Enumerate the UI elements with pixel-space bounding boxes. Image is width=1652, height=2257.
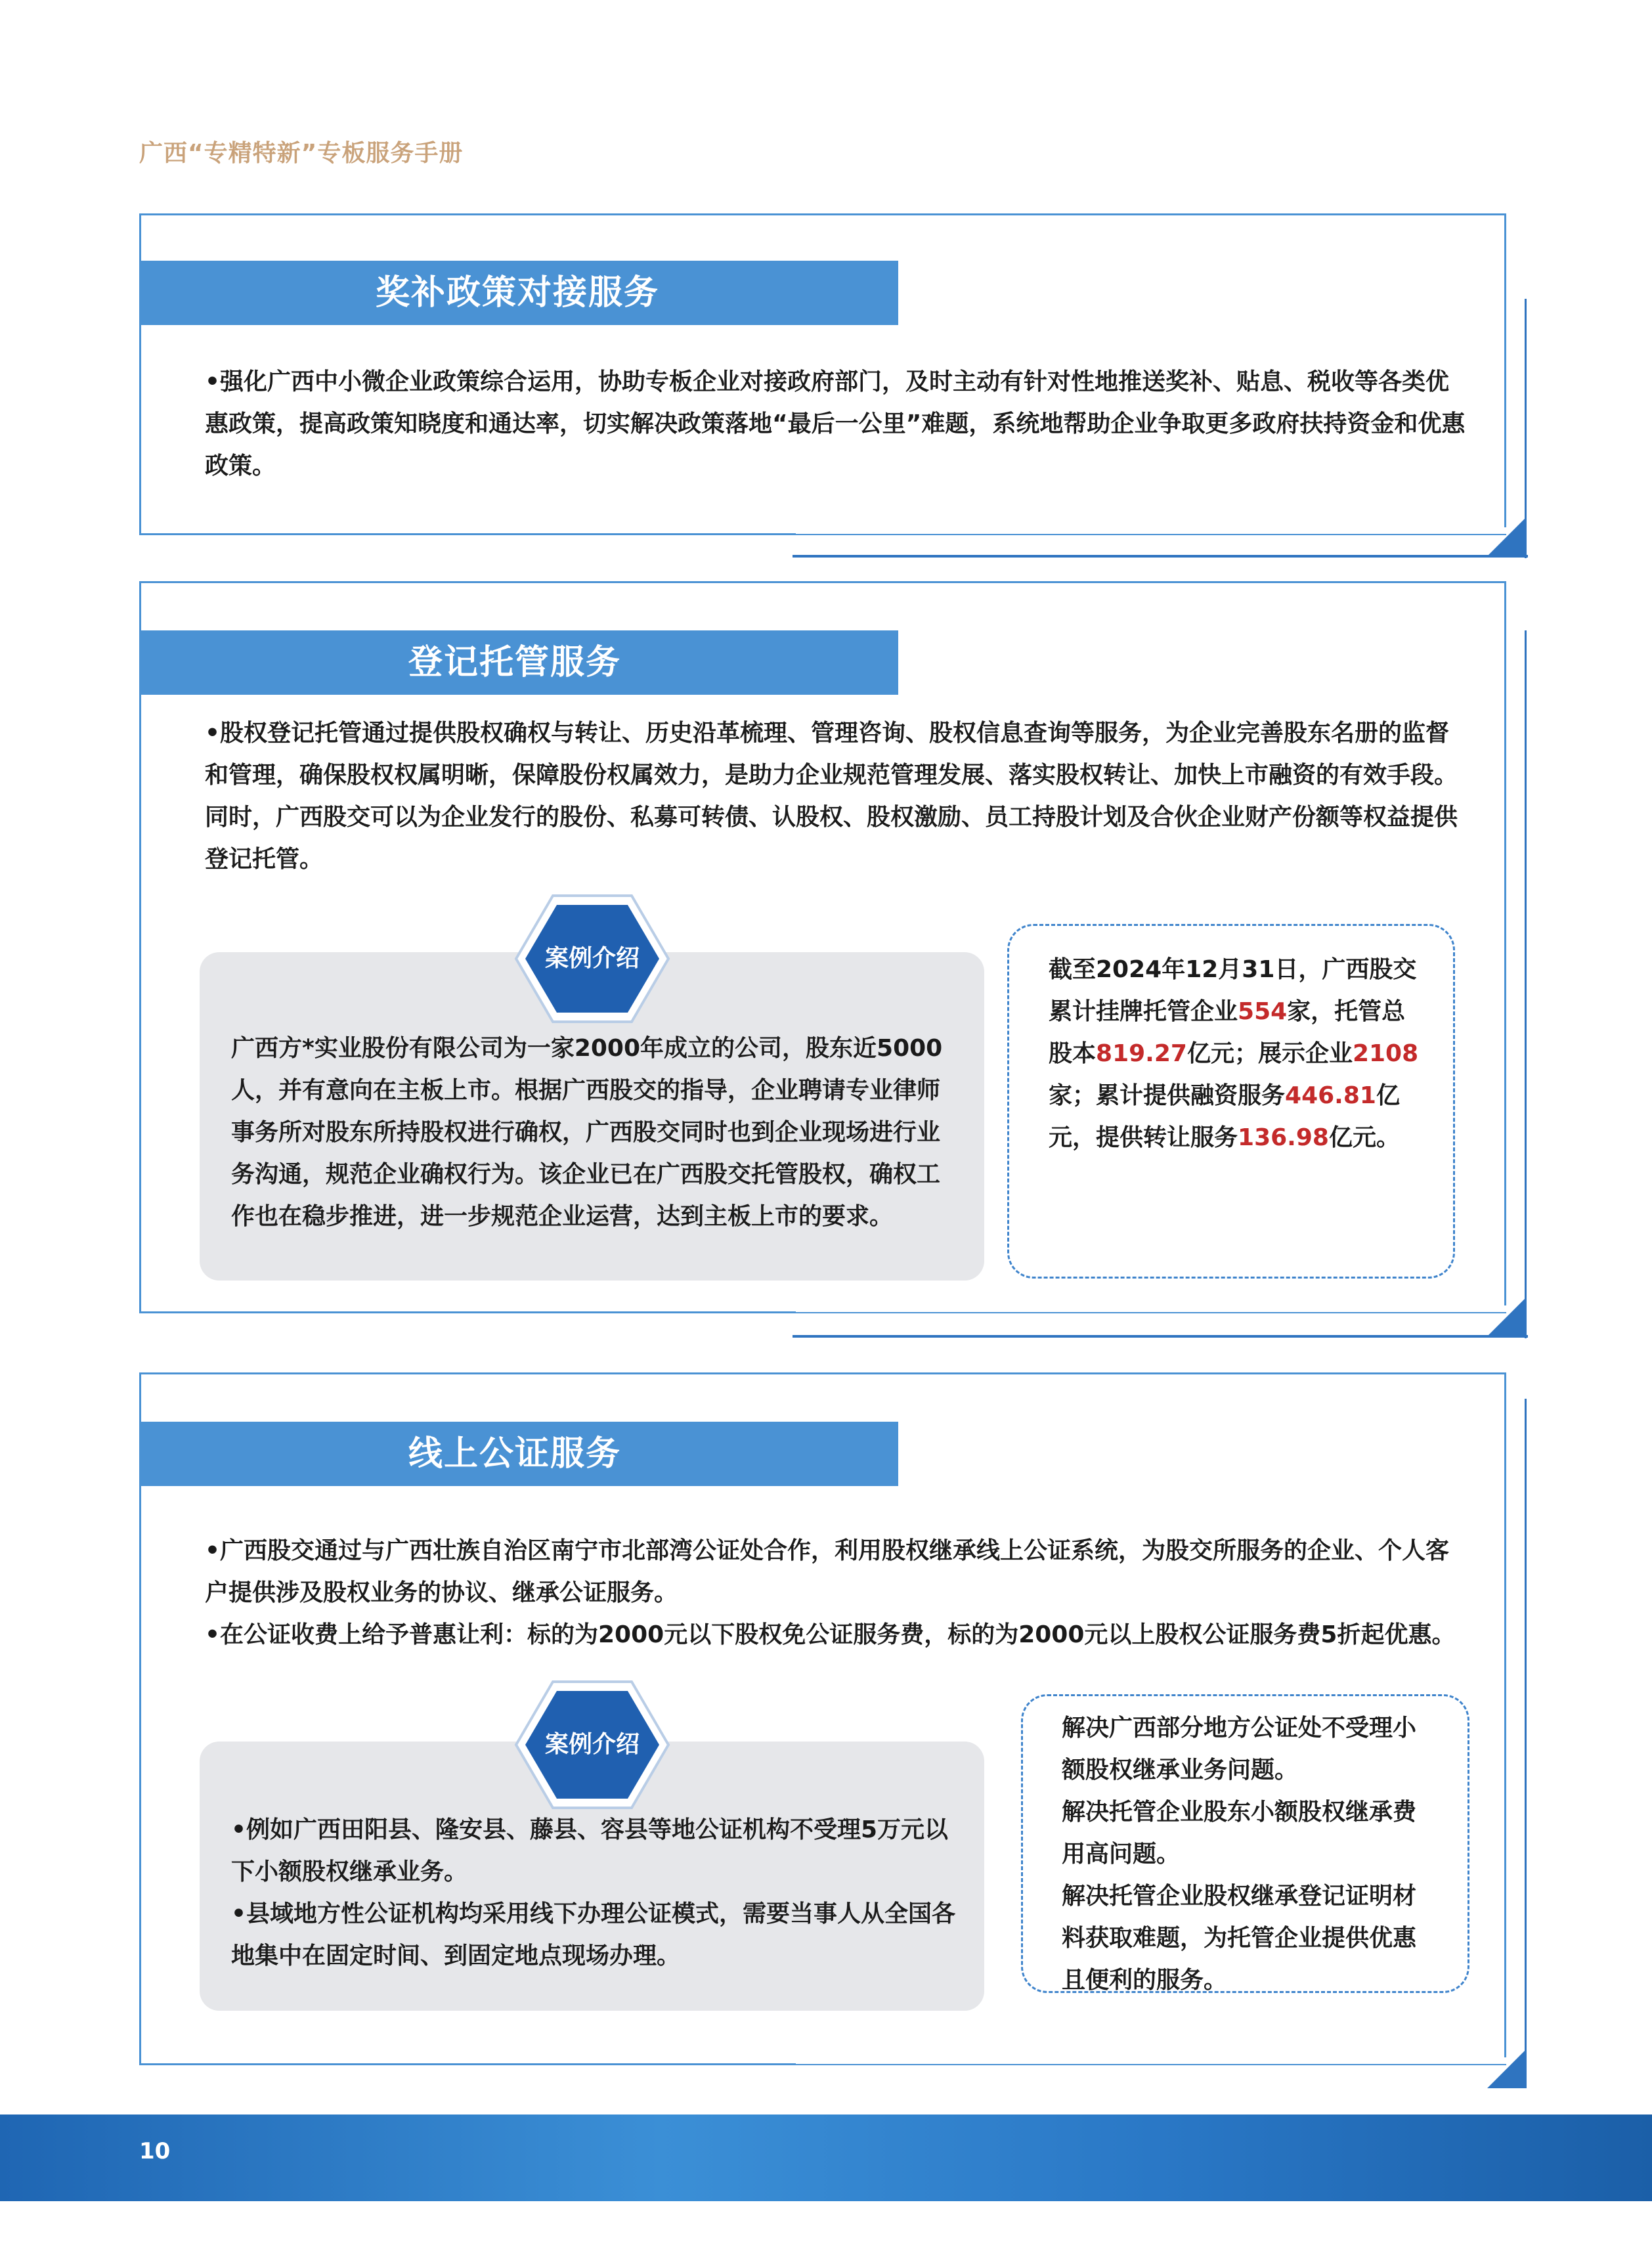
benefits-text — [1062, 1707, 1436, 2002]
section-notary — [139, 1372, 1511, 2088]
section-title: 线上公证服务 — [139, 1422, 898, 1486]
section-paragraph — [205, 1530, 1472, 1656]
stats-text-part: 家，托管总股本 — [1049, 998, 1406, 1067]
share-capital-value: 819.27 — [1096, 1040, 1187, 1067]
stats-text — [1049, 949, 1423, 1159]
benefit-item: 解决托管企业股权继承登记证明材料获取难题，为托管企业提供优惠且便利的服务。 — [1062, 1883, 1417, 1994]
paragraph-text: •广西股交通过与广西壮族自治区南宁市北部湾公证处合作，利用股权继承线上公证系统，为股交所服务的企业、个人客户提供涉及股权业务的协议、继承公证服务。 — [205, 1537, 1450, 1606]
paragraph-text: •在公证收费上给予普惠让利：标的为2000元以下股权免公证服务费，标的为2000元以上股权公证服务费5折起优惠。 — [205, 1621, 1456, 1648]
case-item: •县域地方性公证机构均采用线下办理公证模式，需要当事人从全国各地集中在固定时间、到固定地点现场办理。 — [231, 1900, 956, 1969]
page-number: 10 — [139, 2138, 171, 2164]
stats-text-part: 亿元；展示企业 — [1186, 1040, 1353, 1067]
stats-text-part: 家；累计提供融资服务 — [1049, 1082, 1286, 1109]
paragraph-text: •强化广西中小微企业政策综合运用，协助专板企业对接政府部门，及时主动有针对性地推送奖补、贴息、税收等各类优惠政策，提高政策知晓度和通达率，切实解决政策落地“最后一公里”难题，系统地帮助企业争取更多政府扶持资金和优惠政策。 — [205, 368, 1466, 479]
footer-band — [0, 2115, 1652, 2201]
benefit-item: 解决广西部分地方公证处不受理小额股权继承业务问题。 — [1062, 1715, 1417, 1784]
frame-accent-line — [1525, 630, 1527, 1338]
section-paragraph — [205, 712, 1472, 881]
section-title: 登记托管服务 — [139, 630, 898, 695]
case-badge — [513, 1679, 671, 1810]
corner-triangle — [1487, 2049, 1527, 2088]
stats-text-part: 截至2024年12月31日，广西股交累计挂牌托管企业 — [1049, 956, 1417, 1025]
financing-value: 446.81 — [1285, 1082, 1376, 1109]
case-badge — [513, 893, 671, 1024]
case-text — [231, 1028, 963, 1238]
frame-accent-line — [793, 555, 1528, 558]
listed-enterprises-value: 554 — [1238, 998, 1288, 1025]
header-title: 广西“专精特新”专板服务手册 — [139, 140, 464, 167]
case-text — [231, 1809, 963, 1977]
stats-text-part: 亿元，提供转让服务 — [1049, 1082, 1400, 1151]
frame-accent-line — [793, 1335, 1528, 1338]
case-paragraph: 广西方*实业股份有限公司为一家2000年成立的公司，股东近5000人，并有意向在主板上市。根据广西股交的指导，企业聘请专业律师事务所对股东所持股权进行确权，广西股交同时也到企业现场进行业务沟通，规范企业确权行为。该企业已在广西股交托管股权，确权工作也在稳步推进，进一步规范企业运营，达到主板上市的要求。 — [231, 1035, 943, 1230]
case-item: •例如广西田阳县、隆安县、藤县、容县等地公证机构不受理5万元以下小额股权继承业务。 — [231, 1816, 949, 1885]
frame-accent-line — [1525, 1399, 1527, 2088]
corner-triangle — [1487, 1297, 1527, 1336]
paragraph-text: •股权登记托管通过提供股权确权与转让、历史沿革梳理、管理咨询、股权信息查询等服务，为企业完善股东名册的监督和管理，确保股权权属明晰，保障股份权属效力，是助力企业规范管理发展、落实股权转让、加快上市融资的有效手段。同时，广西股交可以为企业发行的股份、私募可转债、认股权、股权激励、员工持股计划及合伙企业财产份额等权益提供登记托管。 — [205, 720, 1458, 873]
section-policy — [139, 213, 1511, 561]
section-title: 奖补政策对接服务 — [139, 261, 898, 325]
case-badge-label: 案例介绍 — [544, 945, 640, 972]
case-badge-label: 案例介绍 — [544, 1731, 640, 1758]
display-enterprises-value: 2108 — [1352, 1040, 1419, 1067]
section-custody — [139, 581, 1511, 1343]
transfer-value: 136.98 — [1238, 1124, 1329, 1151]
benefit-item: 解决托管企业股东小额股权继承费用高问题。 — [1062, 1799, 1417, 1868]
section-paragraph — [205, 361, 1472, 487]
corner-triangle — [1487, 517, 1527, 556]
stats-text-part: 亿元。 — [1328, 1124, 1400, 1151]
